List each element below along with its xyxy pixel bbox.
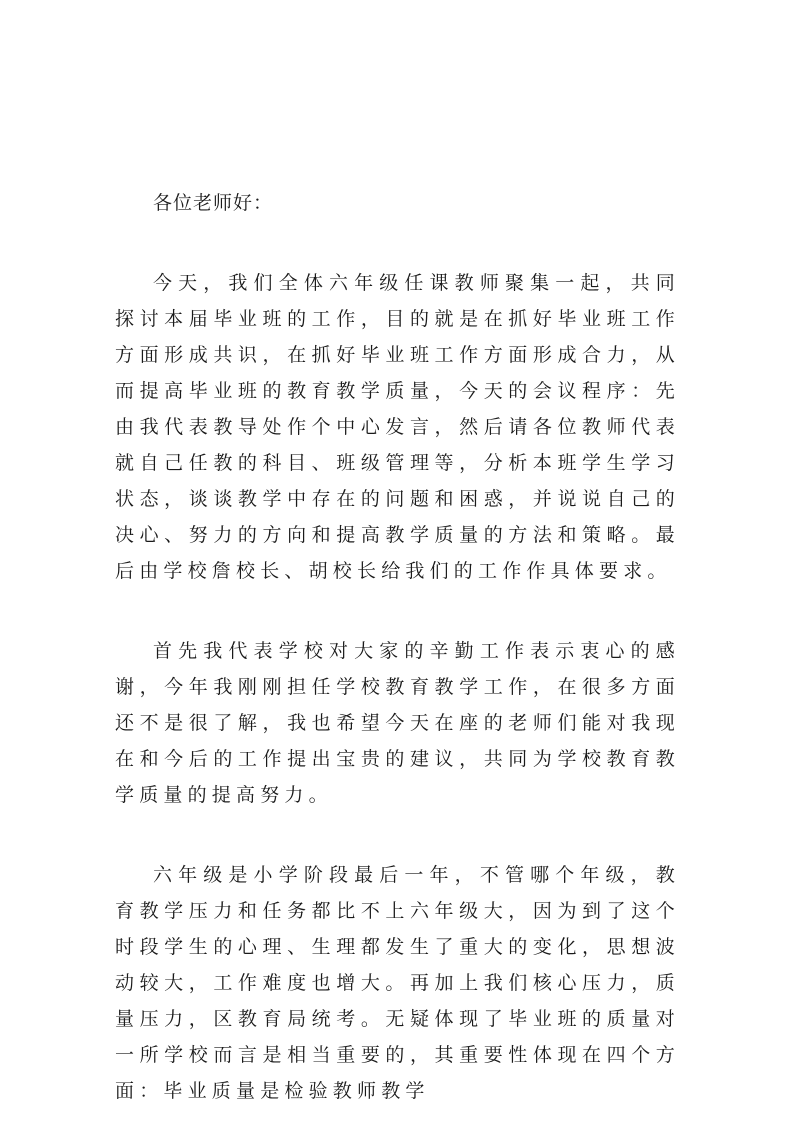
paragraph-grade-six-importance: 六年级是小学阶段最后一年，不管哪个年级，教育教学压力和任务都比不上六年级大，因为到了这个时段学生的心理、生理都发生了重大的变化，思想波动较大，工作难度也增大。再加上我们核心压力，质量压力，区教育局统考。无疑体现了毕业班的质量对一所学校而言是相当重要的，其重要性体现在四个方面：毕业质量是检验教师教学 <box>115 864 680 1102</box>
paragraph-thanks: 首先我代表学校对大家的辛勤工作表示衷心的感谢，今年我刚刚担任学校教育教学工作，在很多方面还不是很了解，我也希望今天在座的老师们能对我现在和今后的工作提出宝贵的建议，共同为学校教育教学质量的提高努力。 <box>115 640 680 806</box>
paragraph-gap <box>115 221 680 265</box>
paragraph-meeting-intro: 今天，我们全体六年级任课教师聚集一起，共同探讨本届毕业班的工作，目的就是在抓好毕业班工作方面形成共识，在抓好毕业班工作方面形成合力，从而提高毕业班的教育教学质量，今天的会议程序：先由我代表教导处作个中心发言，然后请各位教师代表就自己任教的科目、班级管理等，分析本班学生学习状态，谈谈教学中存在的问题和困惑，并说说自己的决心、努力的方向和提高教学质量的方法和策略。最后由学校詹校长、胡校长给我们的工作作具体要求。 <box>115 272 680 582</box>
greeting: 各位老师好： <box>153 192 274 214</box>
document-page <box>115 185 680 1109</box>
paragraph-gap <box>115 589 680 633</box>
paragraph-gap <box>115 813 680 857</box>
